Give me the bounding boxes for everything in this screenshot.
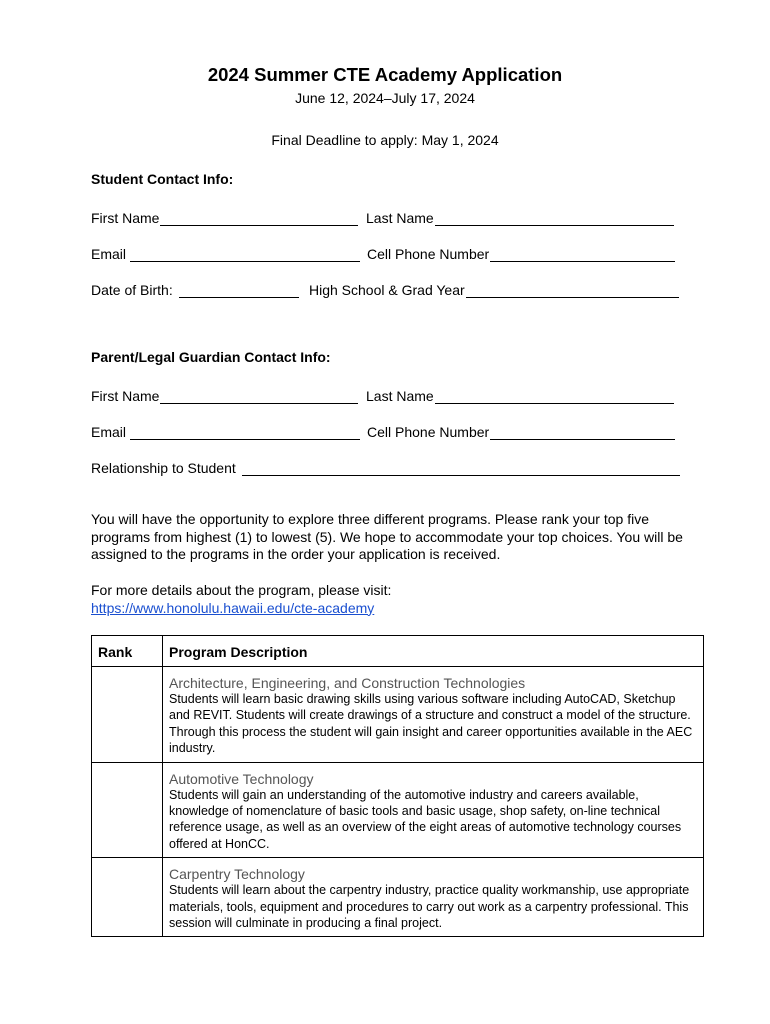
input-line[interactable] xyxy=(130,246,360,262)
page-title: 2024 Summer CTE Academy Application xyxy=(207,64,563,85)
details-text: For more details about the program, please visit: xyxy=(91,582,392,598)
field-label: Cell Phone Number xyxy=(367,246,490,262)
parent-cell-field[interactable] xyxy=(367,420,675,440)
table-row xyxy=(92,762,704,858)
program-description: Students will learn about the carpentry industry, practice quality workmanship, use appropriate materials, tools, equipment and procedures to carry out work as a carpentry professional. This session will culminate in producing a final project. xyxy=(169,883,690,931)
input-line[interactable] xyxy=(160,210,358,226)
student-cell-field[interactable] xyxy=(367,242,675,262)
rank-input-cell[interactable] xyxy=(92,667,163,763)
student-email-field[interactable] xyxy=(91,242,360,262)
input-line[interactable] xyxy=(435,388,674,404)
parent-email-field[interactable] xyxy=(91,420,360,440)
field-label: First Name xyxy=(91,388,160,404)
field-label: Last Name xyxy=(366,210,434,226)
student-dob-field[interactable] xyxy=(91,278,299,298)
field-label: First Name xyxy=(91,210,160,226)
deadline-text: Final Deadline to apply: May 1, 2024 xyxy=(271,132,499,148)
field-label: Relationship to Student xyxy=(91,460,236,476)
student-first-name-field[interactable] xyxy=(91,206,358,226)
input-line[interactable] xyxy=(435,210,674,226)
rank-input-cell[interactable] xyxy=(92,858,163,937)
input-line[interactable] xyxy=(160,388,358,404)
field-label: Last Name xyxy=(366,388,434,404)
input-line[interactable] xyxy=(179,282,299,298)
field-label: High School & Grad Year xyxy=(309,282,465,298)
student-last-name-field[interactable] xyxy=(366,206,674,226)
rank-input-cell[interactable] xyxy=(92,762,163,858)
input-line[interactable] xyxy=(130,424,360,440)
program-cell xyxy=(163,762,704,858)
program-link[interactable]: https://www.honolulu.hawaii.edu/cte-academy xyxy=(91,599,375,616)
student-section-heading: Student Contact Info: xyxy=(91,171,234,187)
program-name: Automotive Technology xyxy=(169,770,314,787)
program-description: Students will learn basic drawing skills using various software including AutoCAD, Sketchup and REVIT. Students will create drawings of a structure and construct a model of the structure. Through this process the student will gain insight and career opportunities available in the AEC industry. xyxy=(169,692,693,756)
student-school-field[interactable] xyxy=(309,278,679,298)
input-line[interactable] xyxy=(466,282,679,298)
program-description: Students will gain an understanding of the automotive industry and careers available, knowledge of nomenclature of basic tools and basic usage, shop safety, on-line technical reference usage, as well as an overview of the eight areas of automotive technology courses offered at HonCC. xyxy=(169,787,682,851)
academy-dates: June 12, 2024–July 17, 2024 xyxy=(295,90,475,106)
parent-section-heading: Parent/Legal Guardian Contact Info: xyxy=(91,349,331,365)
field-label: Date of Birth: xyxy=(91,282,173,298)
program-name: Architecture, Engineering, and Construction Technologies xyxy=(169,675,526,691)
table-row xyxy=(92,667,704,763)
relationship-field[interactable] xyxy=(91,456,680,476)
description-header: Program Description xyxy=(163,636,704,667)
instructions-paragraph: You will have the opportunity to explore three different programs. Please rank your top five programs from highest (1) to lowest (5). We hope to accommodate your top choices. You will be assigned to the programs in the order your application is received. xyxy=(91,511,683,562)
input-line[interactable] xyxy=(490,246,675,262)
field-label: Cell Phone Number xyxy=(367,424,490,440)
parent-first-name-field[interactable] xyxy=(91,384,358,404)
rank-header: Rank xyxy=(92,636,163,667)
program-cell xyxy=(163,858,704,937)
program-cell xyxy=(163,667,704,763)
field-label: Email xyxy=(91,246,127,262)
field-label: Email xyxy=(91,424,127,440)
table-row xyxy=(92,858,704,937)
table-header-row xyxy=(92,636,704,667)
details-block xyxy=(91,582,691,617)
parent-last-name-field[interactable] xyxy=(366,384,674,404)
program-table xyxy=(91,635,704,937)
input-line[interactable] xyxy=(242,460,680,476)
program-name: Carpentry Technology xyxy=(169,866,305,883)
input-line[interactable] xyxy=(490,424,675,440)
